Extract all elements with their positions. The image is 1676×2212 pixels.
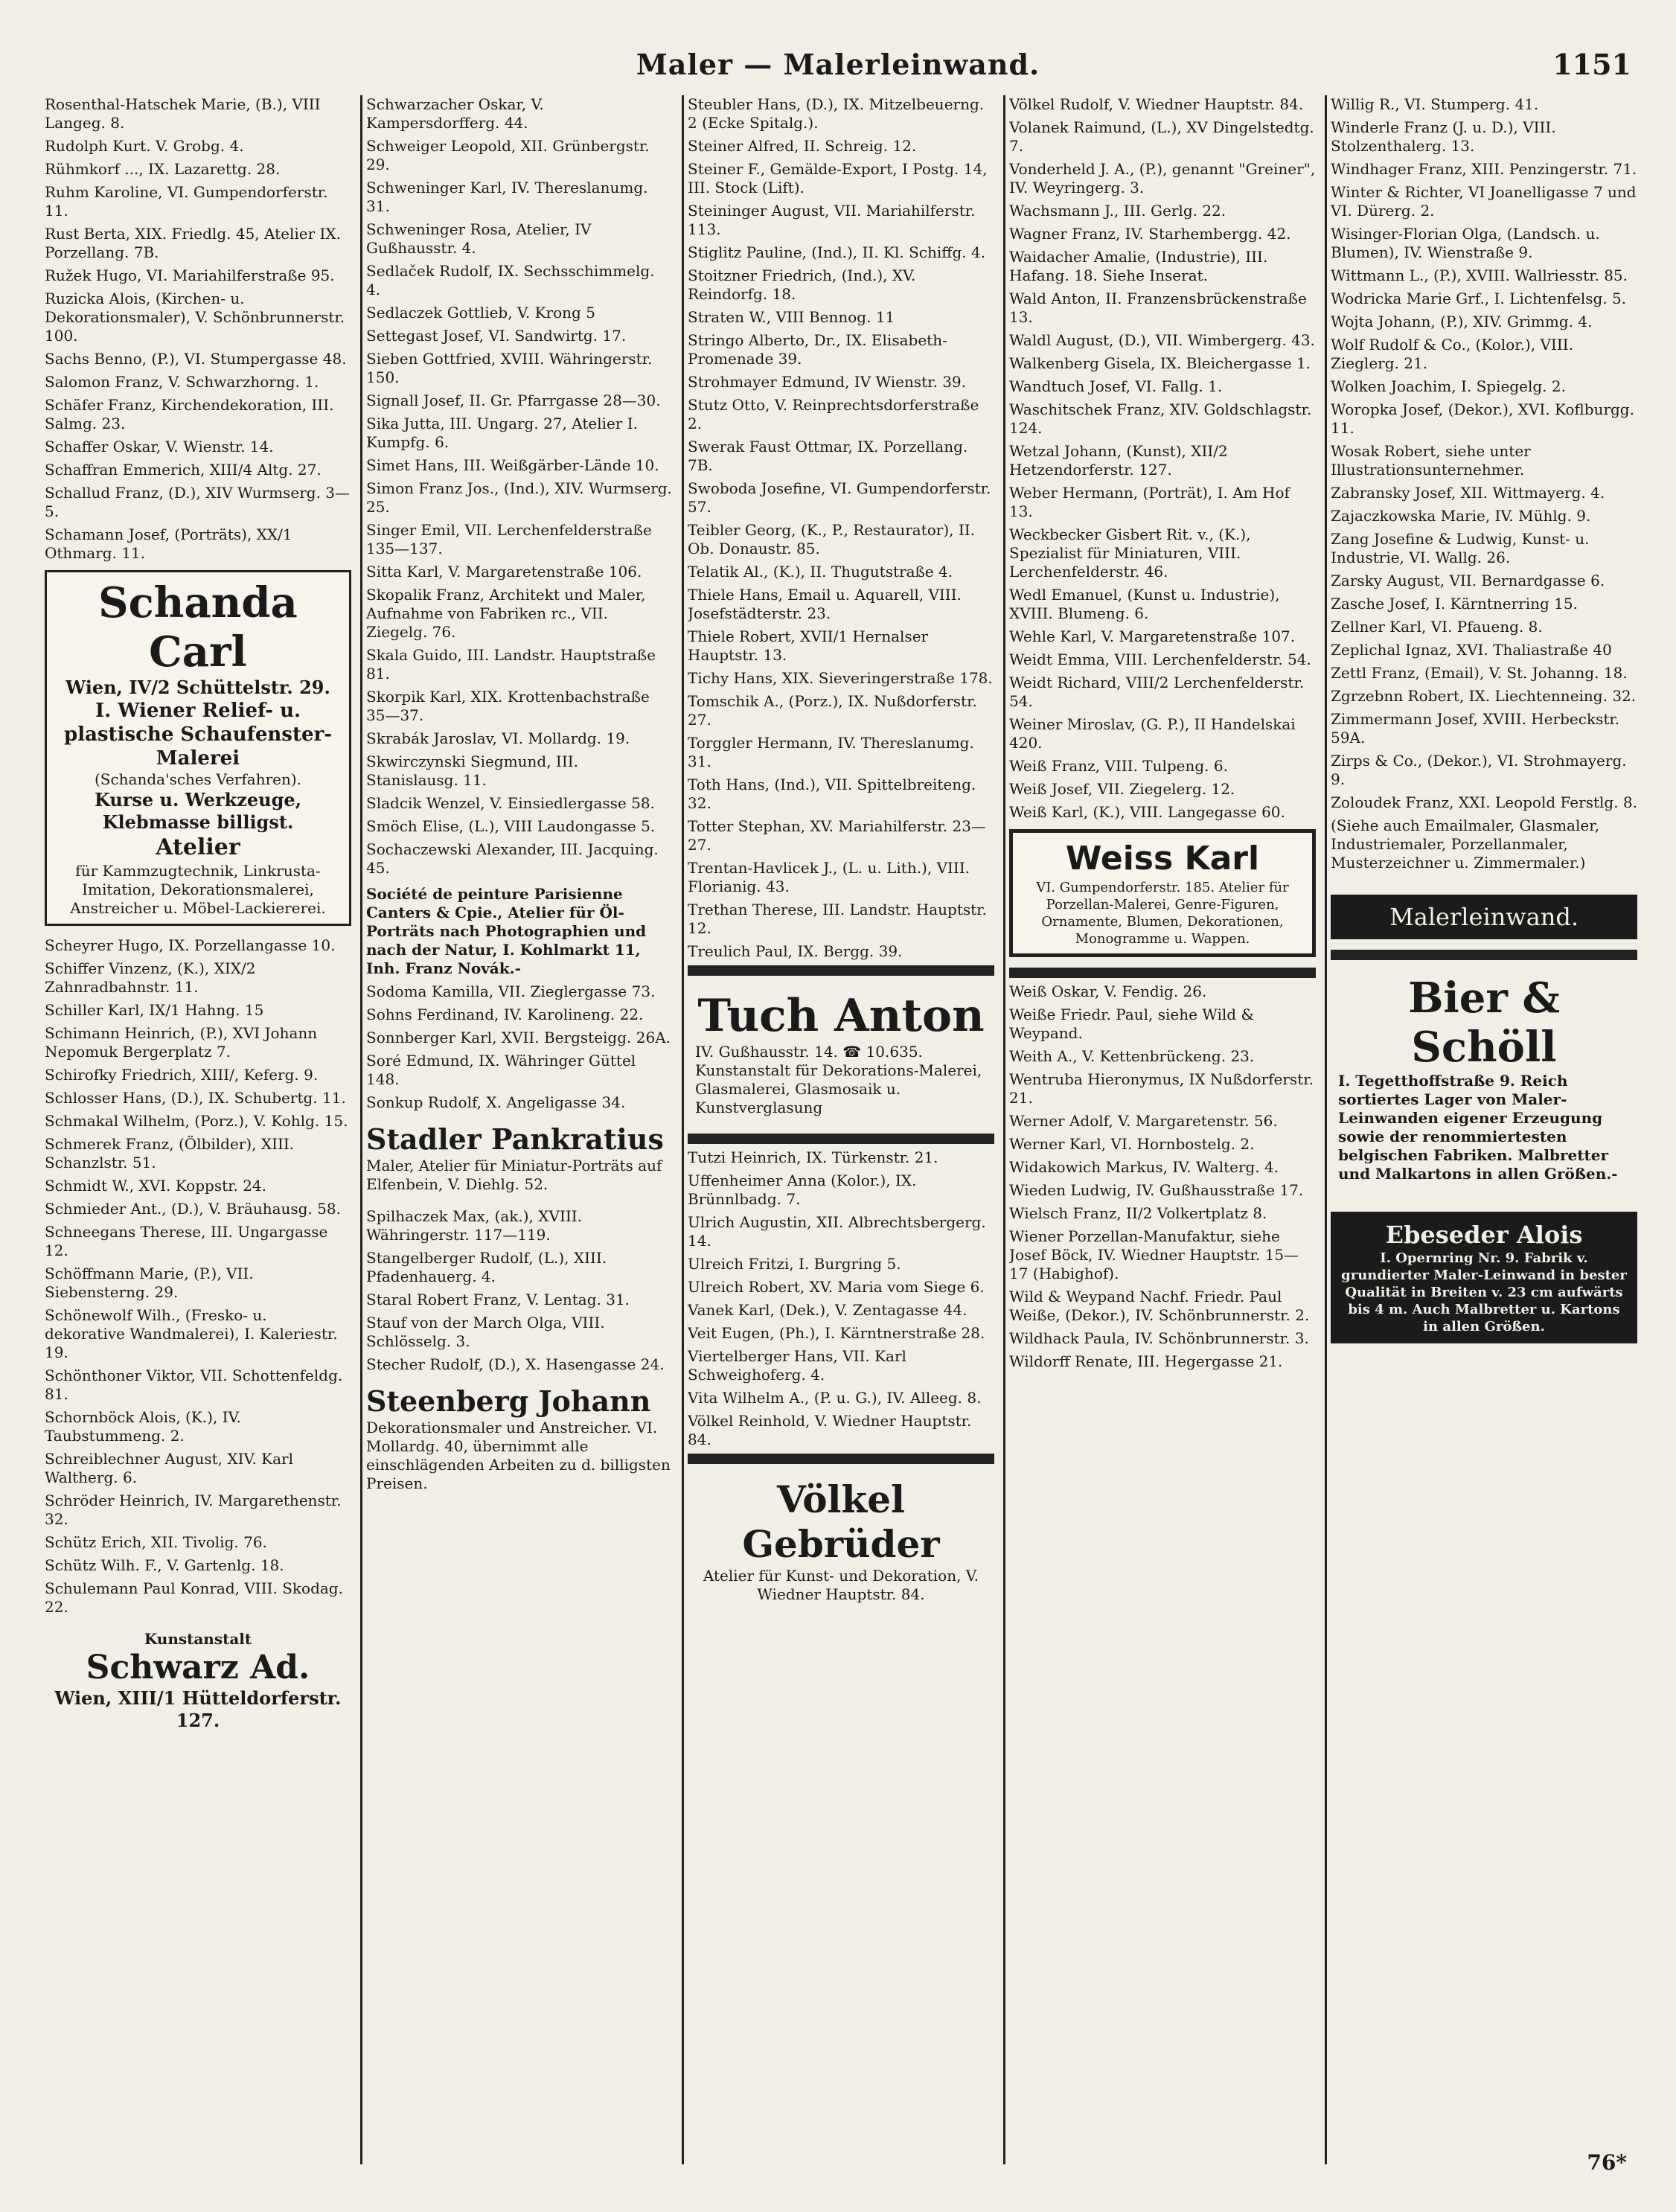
directory-entry: Teibler Georg, (K., P., Restaurator), II. Ob. Donaustr. 85. (688, 521, 975, 557)
directory-entry: Stangelberger Rudolf, (L.), XIII. Pfadenhauerg. 4. (366, 1249, 607, 1285)
directory-entry: Wittmann L., (P.), XVIII. Wallriesstr. 85. (1331, 266, 1628, 284)
directory-entry: Schröder Heinrich, IV. Margarethenstr. 32. (45, 1492, 342, 1528)
directory-entry: Winter & Richter, VI Joanelligasse 7 und VI. Dürerg. 2. (1331, 183, 1637, 220)
directory-entry: Wosak Robert, siehe unter Illustrationsunternehmer. (1331, 442, 1531, 479)
directory-entry: Sodoma Kamilla, VII. Zieglergasse 73. (366, 982, 656, 1000)
ad-bier-schoell (1331, 968, 1637, 1189)
directory-entry: Schallud Franz, (D.), XIV Wurmserg. 3—5. (45, 484, 351, 520)
directory-entry: Vonderheld J. A., (P.), genannt "Greiner", IV. Weyringerg. 3. (1009, 160, 1316, 196)
directory-entry: Schaffer Oskar, V. Wienstr. 14. (45, 438, 274, 455)
ad-line3: Kurse u. Werkzeuge, Klebmasse billigst. (94, 789, 301, 833)
ad-tuch-anton (688, 983, 994, 1123)
column-4-entries-2 (1009, 982, 1316, 1371)
directory-entry: Stringo Alberto, Dr., IX. Elisabeth-Promenade 39. (688, 331, 947, 368)
rule-bar (688, 1134, 994, 1144)
ad-name: Bier & Schöll (1408, 974, 1560, 1072)
directory-entry: Völkel Rudolf, V. Wiedner Hauptstr. 84. (1009, 95, 1304, 113)
directory-entry: Wild & Weypand Nachf. Friedr. Paul Weiße, (Dekor.), IV. Schönbrunnerstr. 2. (1009, 1288, 1310, 1324)
directory-entry: Soré Edmund, IX. Währinger Güttel 148. (366, 1052, 636, 1088)
directory-entry: Ružek Hugo, VI. Mariahilferstraße 95. (45, 266, 335, 284)
directory-entry: Settegast Josef, VI. Sandwirtg. 17. (366, 327, 627, 345)
directory-entry: Simet Hans, III. Weißgärber-Lände 10. (366, 456, 659, 474)
directory-entry: Totter Stephan, XV. Mariahilferstr. 23—27. (688, 817, 986, 854)
directory-entry: Uffenheimer Anna (Kolor.), IX. Brünnlbadg. 7. (688, 1171, 917, 1208)
directory-entry: Tomschik A., (Porz.), IX. Nußdorferstr. 27. (688, 692, 977, 729)
running-head (45, 48, 1631, 88)
column-4-entries (1009, 95, 1316, 822)
directory-entry: Schornböck Alois, (K.), IV. Taubstummeng. 2. (45, 1408, 241, 1445)
directory-entry: Wehle Karl, V. Margaretenstraße 107. (1009, 627, 1296, 645)
directory-entry: Straten W., VIII Bennog. 11 (688, 308, 895, 326)
directory-entry: Schütz Erich, XII. Tivolig. 76. (45, 1533, 267, 1551)
directory-entry: Schamann Josef, (Porträts), XX/1 Othmarg. 11. (45, 525, 292, 562)
directory-entry: Zirps & Co., (Dekor.), VI. Strohmayerg. 9. (1331, 752, 1627, 788)
column-3-entries-2 (688, 1148, 994, 1449)
directory-entry: Viertelberger Hans, VII. Karl Schweighoferg. 4. (688, 1347, 906, 1384)
directory-entry: Schütz Wilh. F., V. Gartenlg. 18. (45, 1556, 284, 1574)
directory-entry: Wachsmann J., III. Gerlg. 22. (1009, 202, 1226, 220)
directory-entry: Schirofky Friedrich, XIII/, Keferg. 9. (45, 1066, 319, 1084)
ad-text: Atelier für Kunst- und Dekoration, V. Wiedner Hauptstr. 84. (703, 1567, 979, 1603)
directory-entry: Staral Robert Franz, V. Lentag. 31. (366, 1291, 630, 1308)
directory-entry: Wildhack Paula, IV. Schönbrunnerstr. 3. (1009, 1329, 1309, 1347)
ad-voelkel-gebrueder (688, 1471, 994, 1610)
directory-entry: Schweninger Karl, IV. Thereslanumg. 31. (366, 179, 648, 215)
directory-entry: Schäfer Franz, Kirchendekoration, III. Salmg. 23. (45, 396, 334, 432)
directory-entry: Rust Berta, XIX. Friedlg. 45, Atelier IX. Porzellang. 7B. (45, 225, 342, 261)
ad-ebeseder-alois (1331, 1212, 1637, 1343)
rule-bar (688, 965, 994, 976)
column-divider (1325, 95, 1327, 2164)
directory-entry: Windhager Franz, XIII. Penzingerstr. 71. (1331, 160, 1637, 178)
directory-entry: Steiner F., Gemälde-Export, I Postg. 14, III. Stock (Lift). (688, 160, 988, 196)
directory-entry: Signall Josef, II. Gr. Pfarrgasse 28—30. (366, 391, 661, 409)
directory-entry: Zettl Franz, (Email), V. St. Johanng. 18. (1331, 664, 1628, 682)
directory-entry: Weber Hermann, (Porträt), I. Am Hof 13. (1009, 484, 1290, 520)
ad-name: Völkel Gebrüder (742, 1477, 940, 1566)
ad-address: IV. Gußhausstr. 14. (695, 1043, 838, 1061)
ad-text: Kunstanstalt für Dekorations-Malerei, Glasmalerei, Glasmosaik u. Kunstverglasung (695, 1061, 982, 1116)
directory-entry: Spilhaczek Max, (ak.), XVIII. Währingerstr. 117—119. (366, 1207, 583, 1244)
column-2-entries-2 (366, 982, 673, 1112)
directory-entry: Wodricka Marie Grf., I. Lichtenfelsg. 5. (1331, 290, 1627, 307)
directory-entry: Torggler Hermann, IV. Thereslanumg. 31. (688, 734, 974, 770)
directory-entry: Sonkup Rudolf, X. Angeligasse 34. (366, 1093, 626, 1111)
section-heading-malerleinwand (1331, 895, 1637, 939)
column-1 (45, 95, 351, 2164)
directory-entry: Wisinger-Florian Olga, (Landsch. u. Blumen), IV. Wienstraße 9. (1331, 225, 1600, 261)
directory-entry: Skala Guido, III. Landstr. Hauptstraße 81. (366, 646, 656, 683)
ad-text: Maler, Atelier für Miniatur-Porträts auf Elfenbein, V. Diehlg. 52. (366, 1157, 662, 1193)
column-5 (1331, 95, 1637, 2164)
directory-entry: Sladcik Wenzel, V. Einsiedlergasse 58. (366, 794, 655, 812)
column-divider (360, 95, 362, 2164)
ad-name: Schanda Carl (98, 578, 298, 677)
directory-entry: Schwarzacher Oskar, V. Kampersdorfferg. 44. (366, 95, 544, 132)
directory-entry: Wetzal Johann, (Kunst), XII/2 Hetzendorferstr. 127. (1009, 442, 1228, 479)
directory-entry: Widakowich Markus, IV. Walterg. 4. (1009, 1158, 1279, 1176)
directory-entry: Sieben Gottfried, XVIII. Währingerstr. 150. (366, 350, 653, 386)
directory-entry: Zoloudek Franz, XXI. Leopold Ferstlg. 8. (1331, 793, 1637, 811)
ad-name: Ebeseder Alois (1385, 1221, 1583, 1249)
directory-entry: Schöffmann Marie, (P.), VII. Siebensterng. 29. (45, 1265, 254, 1301)
directory-entry: Völkel Reinhold, V. Wiedner Hauptstr. 84. (688, 1412, 972, 1448)
directory-entry: Vita Wilhelm A., (P. u. G.), IV. Alleeg. 8. (688, 1389, 982, 1407)
directory-entry: Rudolph Kurt. V. Grobg. 4. (45, 137, 244, 155)
directory-entry: Wentruba Hieronymus, IX Nußdorferstr. 21. (1009, 1070, 1314, 1107)
directory-entry: Schmakal Wilhelm, (Porz.), V. Kohlg. 15. (45, 1112, 348, 1130)
column-2-entries (366, 95, 673, 878)
ad-text: VI. Gumpendorferstr. 185. Atelier für Porzellan-Malerei, Genre-Figuren, Ornamente, Blumen, Dekorationen, Monogramme u. Wappen. (1036, 880, 1289, 947)
directory-entry: Wald Anton, II. Franzensbrückenstraße 13. (1009, 290, 1307, 326)
signature-mark: 76* (1587, 2150, 1627, 2175)
directory-entry: Skrabák Jaroslav, VI. Mollardg. 19. (366, 729, 630, 747)
directory-entry: Sitta Karl, V. Margaretenstraße 106. (366, 563, 642, 581)
directory-entry: Tutzi Heinrich, IX. Türkenstr. 21. (688, 1148, 938, 1166)
directory-entry: Schiffer Vinzenz, (K.), XIX/2 Zahnradbahnstr. 11. (45, 959, 256, 996)
directory-entry: Zasche Josef, I. Kärntnerring 15. (1331, 595, 1578, 613)
directory-entry: Schlosser Hans, (D.), IX. Schubertg. 11. (45, 1089, 346, 1107)
ad-steenberg (366, 1381, 673, 1496)
directory-entry: Weidt Emma, VIII. Lerchenfelderstr. 54. (1009, 651, 1311, 668)
directory-entry: Weidt Richard, VIII/2 Lerchenfelderstr. 54. (1009, 674, 1305, 710)
directory-entry: Sohns Ferdinand, IV. Karolineng. 22. (366, 1006, 644, 1023)
ad-address: Wien, XIII/1 Hütteldorferstr. 127. (54, 1687, 342, 1731)
directory-entry: Zabransky Josef, XII. Wittmayerg. 4. (1331, 484, 1605, 502)
directory-entry: Salomon Franz, V. Schwarzhorng. 1. (45, 373, 319, 391)
directory-entry: Ruzicka Alois, (Kirchen- u. Dekorationsmaler), V. Schönbrunnerstr. 100. (45, 290, 345, 345)
directory-entry: Skopalik Franz, Architekt und Maler, Aufnahme von Fabriken rc., VII. Ziegelg. 76. (366, 586, 646, 641)
directory-entry: Stauf von der March Olga, VIII. Schlösselg. 3. (366, 1314, 605, 1350)
directory-entry: Strohmayer Edmund, IV Wienstr. 39. (688, 373, 967, 391)
directory-entry: Weith A., V. Kettenbrückeng. 23. (1009, 1047, 1255, 1065)
directory-entry: Sedlaczek Gottlieb, V. Krong 5 (366, 304, 595, 322)
directory-entry: Steiner Alfred, II. Schreig. 12. (688, 137, 917, 155)
column-2-entries-3 (366, 1207, 673, 1374)
ad-label: Kunstanstalt (144, 1630, 252, 1648)
directory-entry: Volanek Raimund, (L.), XV Dingelstedtg. 7. (1009, 118, 1314, 155)
directory-entry: Zeplichal Ignaz, XVI. Thaliastraße 40 (1331, 641, 1612, 659)
column-2 (366, 95, 673, 2164)
directory-entry: Wojta Johann, (P.), XIV. Grimmg. 4. (1331, 313, 1593, 330)
directory-entry: Wielsch Franz, II/2 Volkertplatz 8. (1009, 1204, 1267, 1222)
directory-entry: Ruhm Karoline, VI. Gumpendorferstr. 11. (45, 183, 328, 220)
directory-entry: Schweninger Rosa, Atelier, IV Gußhausstr. 4. (366, 220, 592, 257)
directory-entry: Treulich Paul, IX. Bergg. 39. (688, 942, 903, 960)
column-4 (1009, 95, 1316, 2164)
directory-entry: Weiß Franz, VIII. Tulpeng. 6. (1009, 757, 1228, 775)
directory-entry: Waidacher Amalie, (Industrie), III. Hafang. 18. Siehe Inserat. (1009, 248, 1268, 284)
directory-entry: Willig R., VI. Stumperg. 41. (1331, 95, 1539, 113)
directory-entry: Ulreich Robert, XV. Maria vom Siege 6. (688, 1278, 985, 1296)
directory-entry: Werner Karl, VI. Hornbostelg. 2. (1009, 1135, 1255, 1153)
directory-entry: Sachs Benno, (P.), VI. Stumpergasse 48. (45, 350, 347, 368)
directory-entry: Steininger August, VII. Mariahilferstr. 113. (688, 202, 976, 238)
ad-text: I. Opernring Nr. 9. Fabrik v. grundierter Maler-Leinwand in bester Qualität in Breiten v. 23 cm aufwärts bis 4 m. Auch Malbretter u. Kartons in allen Größen. (1341, 1250, 1627, 1334)
directory-entry: Stecher Rudolf, (D.), X. Hasengasse 24. (366, 1355, 665, 1373)
directory-entry: Trethan Therese, III. Landstr. Hauptstr. 12. (688, 901, 987, 937)
directory-entry: Sochaczewski Alexander, III. Jacquing. 45. (366, 840, 659, 877)
section-title: Malerleinwand. (1389, 903, 1579, 931)
ad-line5: für Kammzugtechnik, Linkrusta-Imitation, Dekorationsmalerei, Anstreicher u. Möbel-Lackiererei. (70, 862, 326, 917)
phone-icon: ☎ (842, 1043, 862, 1061)
directory-entry: Schmidt W., XVI. Koppstr. 24. (45, 1177, 267, 1195)
directory-entry: Sika Jutta, III. Ungarg. 27, Atelier I. Kumpfg. 6. (366, 415, 638, 451)
directory-entry: Skorpik Karl, XIX. Krottenbachstraße 35—37. (366, 688, 650, 724)
directory-entry: Weiß Josef, VII. Ziegelerg. 12. (1009, 780, 1235, 798)
ad-schwarz (45, 1624, 351, 1738)
directory-entry: Schönthoner Viktor, VII. Schottenfeldg. 81. (45, 1366, 343, 1403)
directory-entry: Zarsky August, VII. Bernardgasse 6. (1331, 572, 1605, 589)
directory-entry: Trentan-Havlicek J., (L. u. Lith.), VIII. Florianig. 43. (688, 859, 970, 895)
column-1-entries (45, 95, 351, 563)
ad-address: Wien, IV/2 Schüttelstr. 29. (65, 677, 330, 698)
ad-stadler (366, 1119, 673, 1197)
rule-bar (1009, 968, 1316, 978)
directory-entry: Weckbecker Gisbert Rit. v., (K.), Spezialist für Miniaturen, VIII. Lerchenfelderstr. 46. (1009, 525, 1251, 581)
directory-entry: Wolf Rudolf & Co., (Kolor.), VIII. Zieglerg. 21. (1331, 336, 1573, 372)
directory-entry: Schmerek Franz, (Ölbilder), XIII. Schanzlstr. 51. (45, 1135, 295, 1171)
directory-entry: Steubler Hans, (D.), IX. Mitzelbeuerng. 2 (Ecke Spitalg.). (688, 95, 985, 132)
ad-name: Stadler Pankratius (366, 1122, 664, 1156)
directory-entry: Schmieder Ant., (D.), V. Bräuhausg. 58. (45, 1200, 341, 1218)
directory-entry: Rosenthal-Hatschek Marie, (B.), VIII Langeg. 8. (45, 95, 321, 132)
ad-text: Dekorationsmaler und Anstreicher. VI. Mollardg. 40, übernimmt alle einschlägenden Arbeiten zu d. billigsten Preisen. (366, 1419, 671, 1492)
directory-entry: Stutz Otto, V. Reinprechtsdorferstraße 2. (688, 396, 979, 432)
directory-entry: Walkenberg Gisela, IX. Bleichergasse 1. (1009, 354, 1311, 372)
directory-entry: Schaffran Emmerich, XIII/4 Altg. 27. (45, 461, 322, 479)
directory-entry: Singer Emil, VII. Lerchenfelderstraße 135—137. (366, 521, 652, 557)
ad-name: Weiss Karl (1065, 840, 1260, 878)
directory-entry: Schulemann Paul Konrad, VIII. Skodag. 22. (45, 1579, 343, 1616)
directory-entry: Schreiblechner August, XIV. Karl Waltherg. 6. (45, 1450, 293, 1486)
ad-phone: 10.635. (866, 1043, 923, 1061)
directory-entry: Zellner Karl, VI. Pfaueng. 8. (1331, 618, 1543, 636)
directory-entry: Wildorff Renate, III. Hegergasse 21. (1009, 1352, 1283, 1370)
directory-entry: Toth Hans, (Ind.), VII. Spittelbreiteng. 32. (688, 776, 976, 812)
directory-entry: Rühmkorf ..., IX. Lazarettg. 28. (45, 160, 281, 178)
column-divider (682, 95, 684, 2164)
ad-name: Schwarz Ad. (86, 1649, 310, 1687)
directory-entry: Zajaczkowska Marie, IV. Mühlg. 9. (1331, 507, 1591, 525)
ad-weiss-karl (1009, 829, 1316, 957)
directory-entry: Sedlaček Rudolf, IX. Sechsschimmelg. 4. (366, 262, 655, 298)
directory-entry: Werner Adolf, V. Margaretenstr. 56. (1009, 1112, 1278, 1130)
cross-reference-note: (Siehe auch Emailmaler, Glasmaler, Industriemaler, Porzellanmaler, Musterzeichner u. Zimmermaler.) (1331, 816, 1599, 872)
directory-entry: Stoitzner Friedrich, (Ind.), XV. Reindorfg. 18. (688, 266, 916, 303)
notice-societe: Société de peinture Parisienne Canters & Cpie., Atelier für Öl-Porträts nach Photographien und nach der Natur, I. Kohlmarkt 11, Inh. Franz Novák.- (366, 885, 647, 977)
directory-entry: Wagner Franz, IV. Starhembergg. 42. (1009, 225, 1291, 243)
directory-entry: Schiller Karl, IX/1 Hahng. 15 (45, 1001, 264, 1019)
directory-entry: Vanek Karl, (Dek.), V. Zentagasse 44. (688, 1301, 967, 1319)
directory-entry: Thiele Hans, Email u. Aquarell, VIII. Josefstädterstr. 23. (688, 586, 962, 622)
directory-entry: Weiß Karl, (K.), VIII. Langegasse 60. (1009, 803, 1285, 821)
directory-entry: Tichy Hans, XIX. Sieveringerstraße 178. (688, 669, 993, 687)
directory-entry: Wiener Porzellan-Manufaktur, siehe Josef Böck, IV. Wiedner Hauptstr. 15—17 (Habighof). (1009, 1227, 1299, 1282)
directory-entry: Simon Franz Jos., (Ind.), XIV. Wurmserg. 25. (366, 479, 672, 516)
directory-entry: Waldl August, (D.), VII. Wimbergerg. 43. (1009, 331, 1315, 349)
directory-entry: Weiß Oskar, V. Fendig. 26. (1009, 982, 1207, 1000)
ad-schanda-carl (45, 570, 351, 926)
column-1-entries-2 (45, 936, 351, 1617)
directory-entry: Swerak Faust Ottmar, IX. Porzellang. 7B. (688, 438, 968, 474)
ad-line1: I. Wiener Relief- u. plastische Schaufenster-Malerei (64, 700, 332, 770)
directory-entry: Swoboda Josefine, VI. Gumpendorferstr. 57. (688, 479, 991, 516)
directory-entry: Veit Eugen, (Ph.), I. Kärntnerstraße 28. (688, 1324, 985, 1342)
directory-entry: Scheyrer Hugo, IX. Porzellangasse 10. (45, 936, 336, 954)
directory-entry: Schimann Heinrich, (P.), XVI Johann Nepomuk Bergerplatz 7. (45, 1024, 318, 1061)
directory-entry: Waschitschek Franz, XIV. Goldschlagstr. 124. (1009, 400, 1312, 437)
rule-bar (1331, 950, 1637, 960)
ad-name: Steenberg Johann (366, 1384, 651, 1418)
directory-entry: Winderle Franz (J. u. D.), VIII. Stolzenthalerg. 13. (1331, 118, 1556, 155)
directory-entry: Zimmermann Josef, XVIII. Herbeckstr. 59A. (1331, 710, 1620, 747)
directory-entry: Woropka Josef, (Dekor.), XVI. Koflburgg. 11. (1331, 400, 1634, 437)
columns (45, 95, 1637, 2164)
column-3 (688, 95, 994, 2164)
directory-entry: Ulreich Fritzi, I. Burgring 5. (688, 1255, 901, 1273)
directory-entry: Smöch Elise, (L.), VIII Laudongasse 5. (366, 817, 656, 835)
directory-entry: Schönewolf Wilh., (Fresko- u. dekorative Wandmalerei), I. Kaleriestr. 19. (45, 1306, 338, 1361)
directory-entry: Weiße Friedr. Paul, siehe Wild & Weypand. (1009, 1006, 1255, 1042)
page-title: Maler — Malerleinwand. (636, 48, 1040, 81)
ad-text: I. Tegetthoffstraße 9. Reich sortiertes Lager von Maler-Leinwanden eigener Erzeugung sowie der renommiertesten belgischen Fabriken. Malbretter und Malkartons in allen Größen.- (1338, 1072, 1618, 1183)
directory-entry: Zgrzebnn Robert, IX. Liechtenneing. 32. (1331, 687, 1637, 705)
directory-entry: Weiner Miroslav, (G. P.), II Handelskai 420. (1009, 715, 1296, 752)
directory-entry: Ulrich Augustin, XII. Albrechtsbergerg. 14. (688, 1213, 986, 1250)
directory-entry: Wolken Joachim, I. Spiegelg. 2. (1331, 377, 1566, 395)
rule-bar (688, 1454, 994, 1464)
directory-entry: Stiglitz Pauline, (Ind.), II. Kl. Schiffg. 4. (688, 243, 986, 261)
directory-entry: Schneegans Therese, III. Ungargasse 12. (45, 1223, 328, 1259)
directory-entry: Sonnberger Karl, XVII. Bergsteigg. 26A. (366, 1029, 671, 1046)
directory-entry: Skwirczynski Siegmund, III. Stanislausg. 11. (366, 752, 578, 789)
ad-name: Tuch Anton (697, 990, 985, 1042)
directory-entry: Wandtuch Josef, VI. Fallg. 1. (1009, 377, 1223, 395)
column-5-entries (1331, 95, 1637, 812)
directory-entry: Thiele Robert, XVII/1 Hernalser Hauptstr. 13. (688, 627, 929, 664)
directory-entry: Wedl Emanuel, (Kunst u. Industrie), XVIII. Blumeng. 6. (1009, 586, 1280, 622)
ad-line4: Atelier (156, 834, 240, 860)
directory-entry: Telatik Al., (K.), II. Thugutstraße 4. (688, 563, 953, 581)
page-number: 1151 (1552, 48, 1631, 81)
ad-line2: (Schanda'sches Verfahren). (94, 770, 302, 788)
column-3-entries (688, 95, 994, 961)
directory-entry: Schweiger Leopold, XII. Grünbergstr. 29. (366, 137, 650, 173)
directory-entry: Wieden Ludwig, IV. Gußhausstraße 17. (1009, 1181, 1304, 1199)
column-divider (1003, 95, 1005, 2164)
directory-entry: Zang Josefine & Ludwig, Kunst- u. Industrie, VI. Wallg. 26. (1331, 530, 1590, 566)
